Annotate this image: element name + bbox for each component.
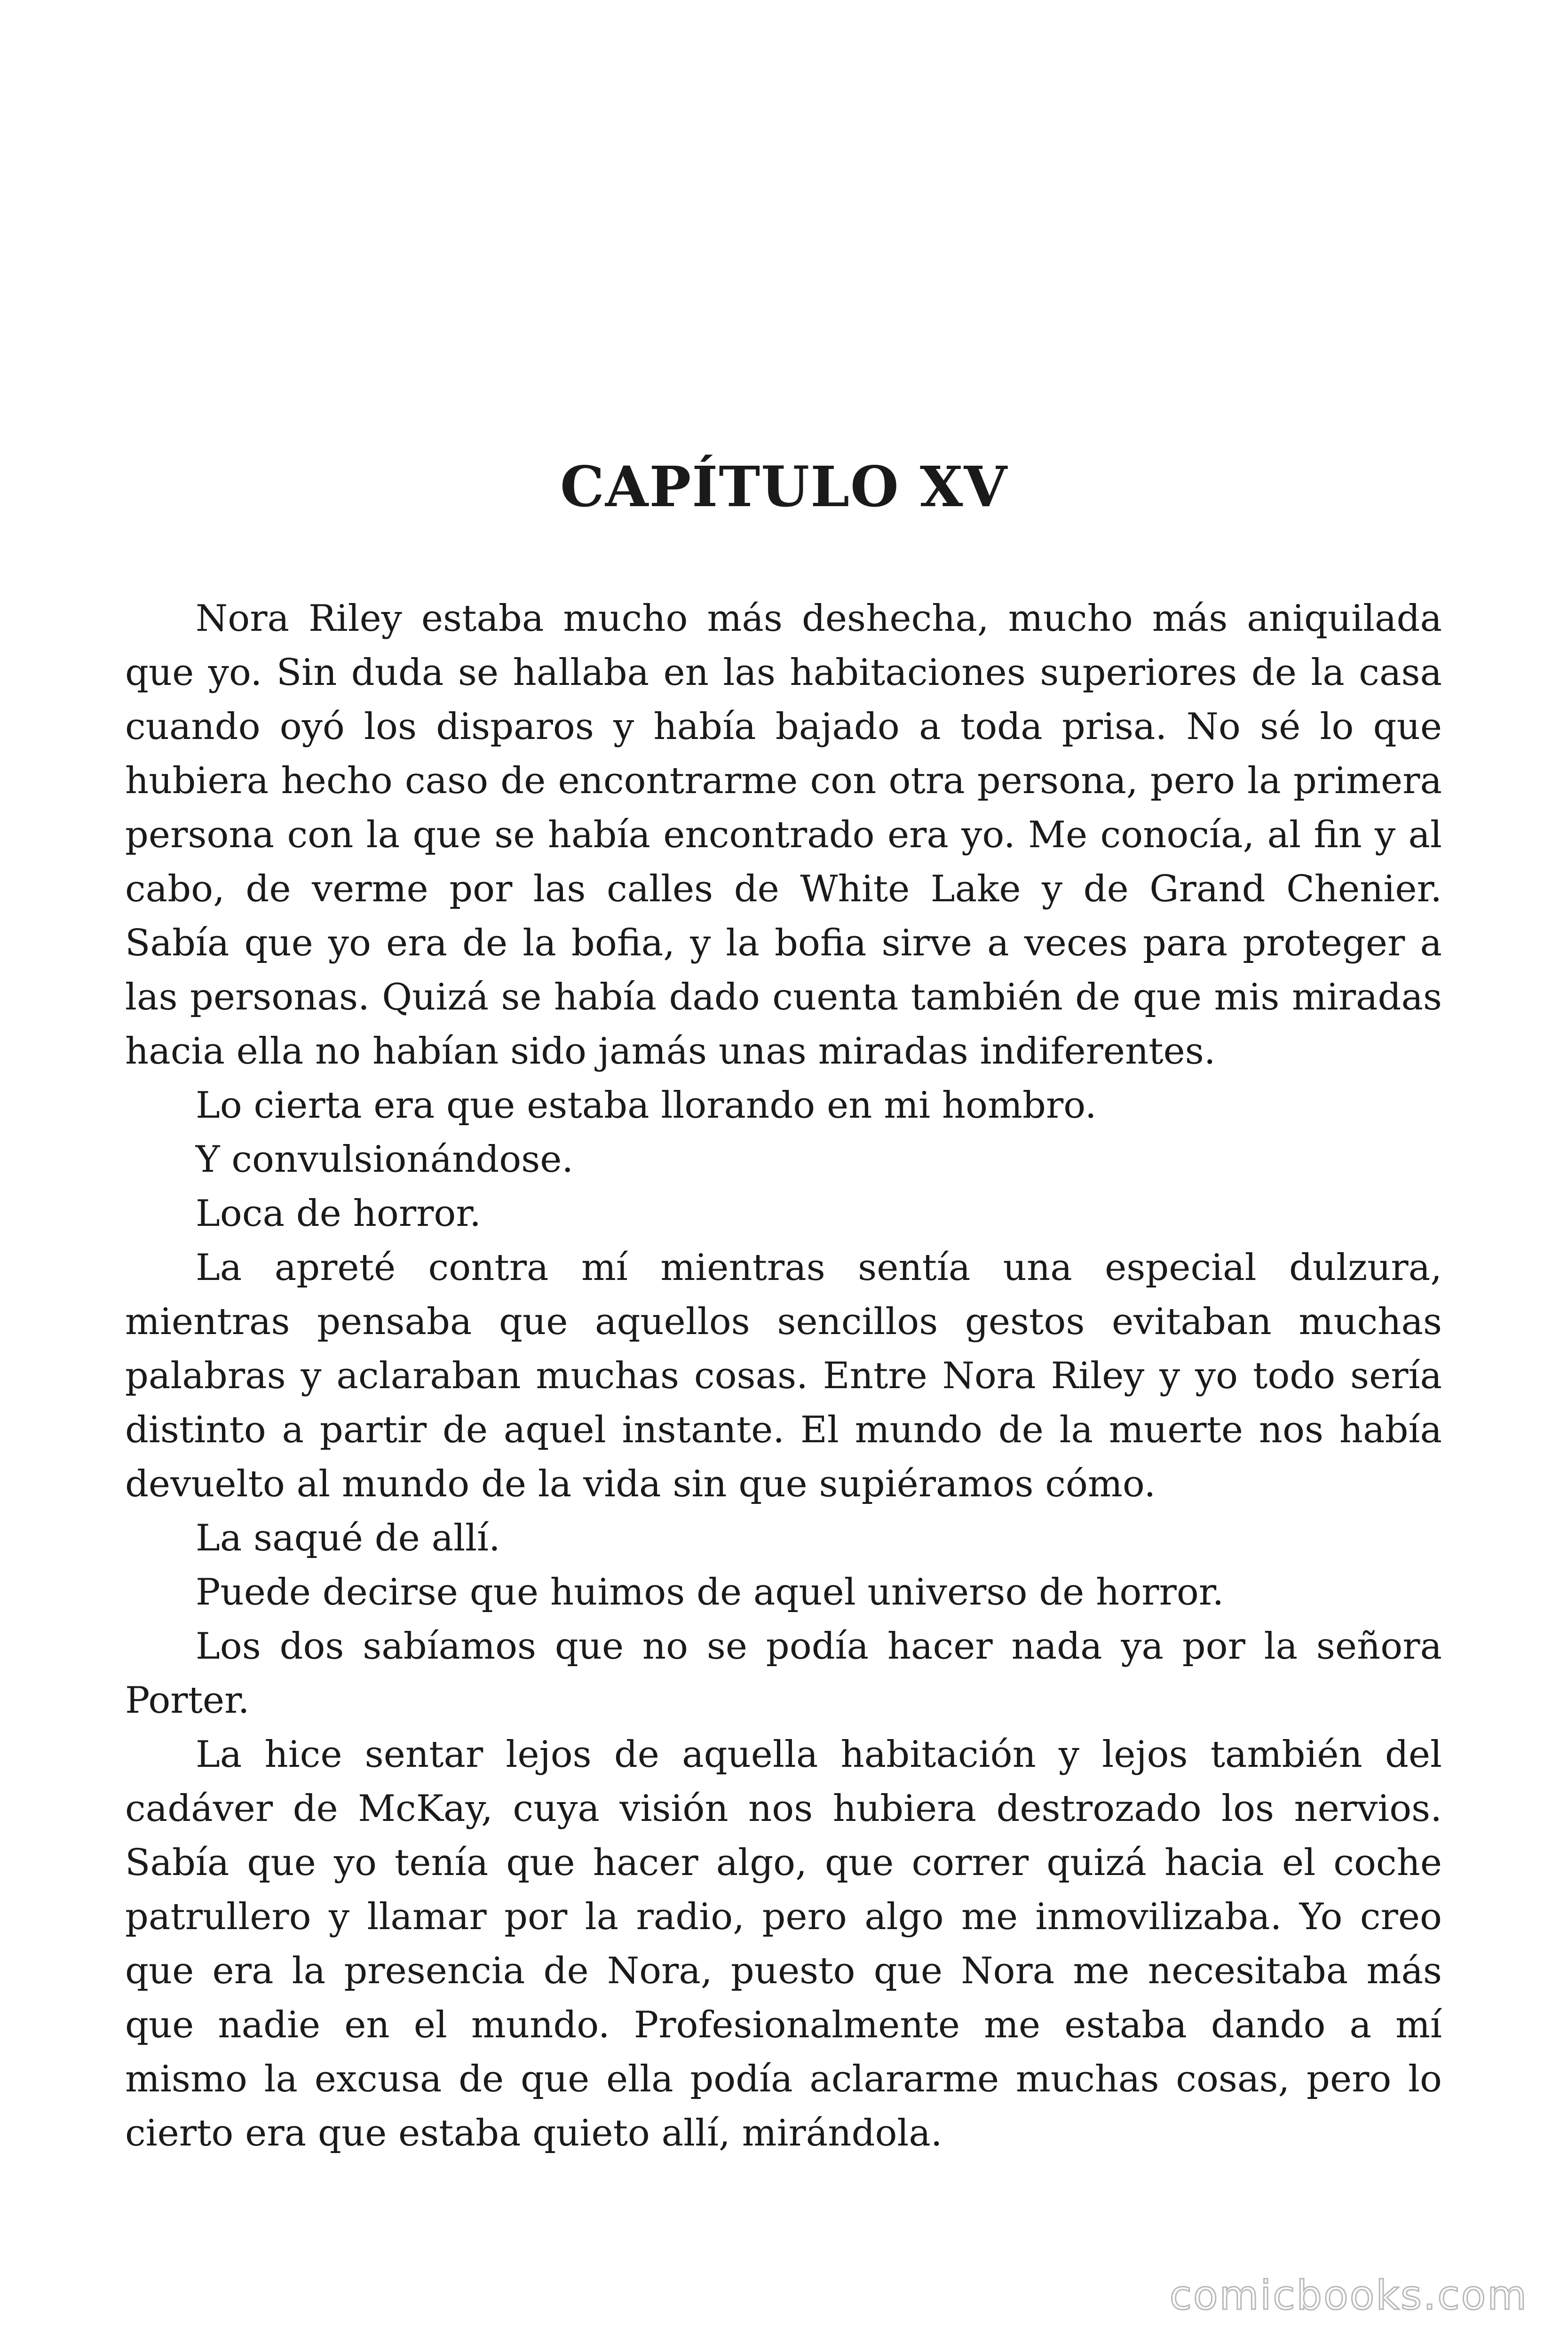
paragraph: Loca de horror. — [196, 1192, 481, 1235]
chapter-title: CAPÍTULO XV — [560, 454, 1008, 519]
watermark: comicbooks.com — [1169, 2272, 1528, 2319]
chapter-body — [125, 592, 1442, 2161]
paragraph: Lo cierta era que estaba llorando en mi hombro. — [196, 1084, 1097, 1127]
paragraph: La apreté contra mí mientras sentía una especial dulzura, mientras pensaba que aquellos sencillos gestos evitaban muchas palabras y aclaraban muchas cosas. Entre Nora Riley y yo todo sería distinto a partir de aquel instante. El mundo de la muerte nos había devuelto al mundo de la vida sin que supiéramos cómo. — [125, 1247, 1442, 1505]
paragraph: La saqué de allí. — [196, 1517, 500, 1559]
paragraph: Y convulsionándose. — [196, 1138, 574, 1181]
paragraph: Puede decirse que huimos de aquel universo de horror. — [196, 1571, 1224, 1613]
paragraph: Los dos sabíamos que no se podía hacer nada ya por la señora Porter. — [125, 1625, 1442, 1722]
paragraph: La hice sentar lejos de aquella habitación y lejos también del cadáver de McKay, cuya visión nos hubiera destrozado los nervios. Sabía que yo tenía que hacer algo, que correr quizá hacia el coche patrullero y llamar por la radio, pero algo me inmovilizaba. Yo creo que era la presencia de Nora, puesto que Nora me necesitaba más que nadie en el mundo. Profesionalmente me estaba dando a mí mismo la excusa de que ella podía aclararme muchas cosas, pero lo cierto era que estaba quieto allí, mirándola. — [125, 1733, 1442, 2154]
paragraph: Nora Riley estaba mucho más deshecha, mucho más aniquilada que yo. Sin duda se hallaba en las habitaciones superiores de la casa cuando oyó los disparos y había bajado a toda prisa. No sé lo que hubiera hecho caso de encontrarme con otra persona, pero la primera persona con la que se había encontrado era yo. Me conocía, al fin y al cabo, de verme por las calles de White Lake y de Grand Chenier. Sabía que yo era de la bofia, y la bofia sirve a veces para proteger a las personas. Quizá se había dado cuenta también de que mis miradas hacia ella no habían sido jamás unas miradas indiferentes. — [125, 597, 1442, 1073]
